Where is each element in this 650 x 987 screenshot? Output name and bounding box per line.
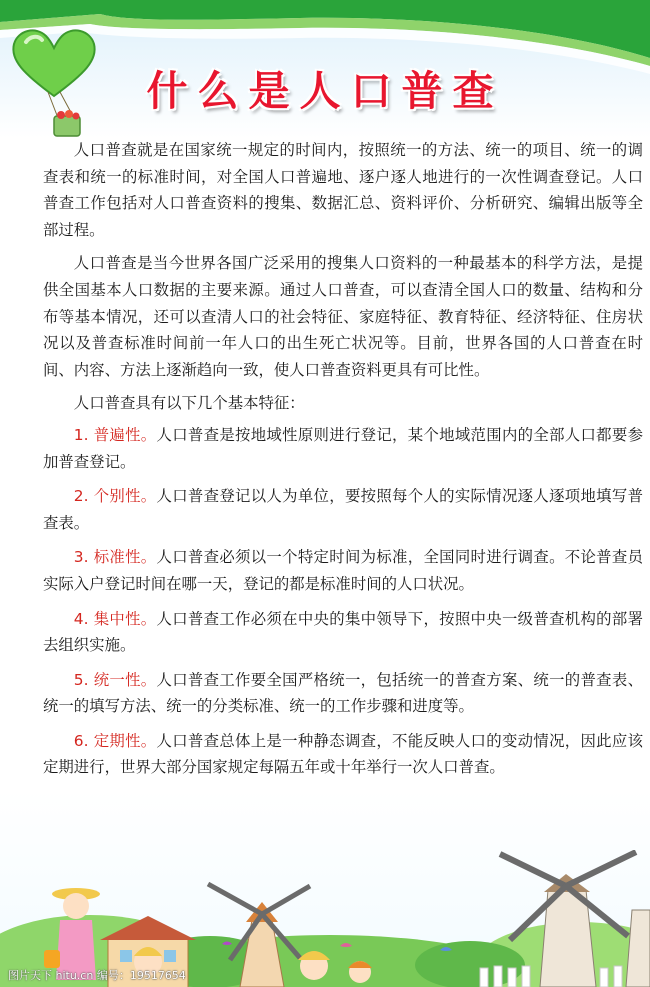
feature-text: 人口普查登记以人为单位，要按照每个人的实际情况逐人逐项地填写普查表。 [43,487,643,532]
feature-term: 标准性。 [93,548,157,567]
feature-number: 5. [73,670,89,689]
feature-item [43,667,643,720]
feature-text: 人口普查必须以一个特定时间为标准，全国同时进行调查。不论普查员实际入户登记时间在哪一天，登记的都是标准时间的人口状况。 [43,548,643,593]
feature-item [43,606,643,659]
feature-number: 6. [73,731,89,750]
feature-item [43,483,643,536]
feature-item [43,544,643,597]
features-intro: 人口普查具有以下几个基本特征： [73,394,305,413]
feature-term: 集中性。 [93,609,157,628]
feature-number: 3. [73,548,89,567]
feature-text: 人口普查总体上是一种静态调查，不能反映人口的变动情况，因此应该定期进行，世界大部分国家规定每隔五年或十年举行一次人口普查。 [43,731,643,777]
feature-number: 2. [73,487,89,506]
feature-number: 4. [73,609,89,628]
feature-text: 人口普查是按地域性原则进行登记，某个地域范围内的全部人口都要参加普查登记。 [43,425,643,471]
feature-term: 普遍性。 [93,425,157,444]
page-title: 什么是人口普查 [146,67,504,115]
watermark-text: 图片天下 hitu.cn 编号：19517654 [8,969,186,982]
feature-term: 统一性。 [93,670,157,689]
feature-item [43,728,643,781]
paragraph-definition: 人口普查就是在国家统一规定的时间内，按照统一的方法、统一的项目、统一的调查表和统一的标准时间，对全国人口普遍地、逐户逐人地进行的一次性调查登记。人口普查工作包括对人口普查资料的搜集、数据汇总、资料评价、分析研究、编辑出版等全部过程。 [43,141,643,239]
article-body [43,137,643,789]
feature-item [43,422,643,475]
feature-text: 人口普查工作要全国严格统一，包括统一的普查方案、统一的普查表、统一的填写方法、统一的分类标准、统一的工作步骤和进度等。 [43,670,643,716]
feature-term: 个别性。 [93,487,157,506]
feature-term: 定期性。 [93,731,157,750]
paragraph-significance: 人口普查是当今世界各国广泛采用的搜集人口资料的一种最基本的科学方法，是提供全国基本人口数据的主要来源。通过人口普查，可以查清全国人口的数量、结构和分布等基本情况，还可以查清人口的社会特征、家庭特征、教育特征、经济特征、住房状况以及普查标准时间前一年人口的出生死亡状况等。目前，世界各国的人口普查在时间、内容、方法上逐渐趋向一致，使人口普查资料更具有可比性。 [43,254,643,379]
feature-text: 人口普查工作必须在中央的集中领导下，按照中央一级普查机构的部署去组织实施。 [43,609,643,655]
windmill-icon [626,910,650,987]
feature-number: 1. [73,425,89,444]
